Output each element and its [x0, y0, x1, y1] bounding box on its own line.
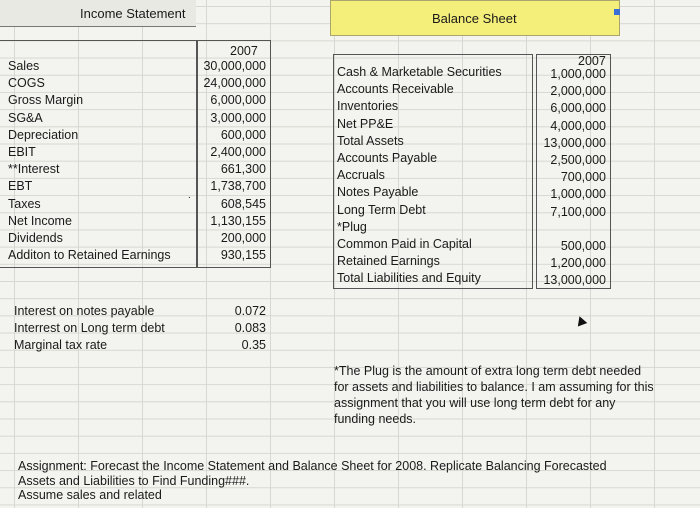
income-row-label[interactable]: Sales: [8, 59, 40, 73]
balance-row-value[interactable]: [536, 221, 606, 238]
balance-row-value[interactable]: 700,000: [560, 170, 606, 185]
income-row-label[interactable]: EBT: [8, 179, 33, 194]
balance-row-label[interactable]: Accounts Payable: [337, 150, 438, 165]
cell-marker: .: [188, 190, 191, 201]
balance-row-label[interactable]: *Plug: [337, 219, 367, 234]
income-row-value[interactable]: 608,545: [220, 196, 266, 211]
income-label-column: [8, 58, 193, 264]
balance-row-label[interactable]: Retained Earnings: [337, 254, 440, 269]
balance-row-value[interactable]: 500,000: [560, 238, 606, 253]
rate-row-value[interactable]: 0.072: [234, 304, 266, 318]
balance-row-label[interactable]: Notes Payable: [337, 185, 419, 200]
rate-row-value[interactable]: 0.35: [241, 338, 266, 353]
income-row-label[interactable]: Dividends: [8, 230, 63, 245]
rates-label-column: [14, 303, 194, 355]
balance-row-label[interactable]: Long Term Debt: [337, 202, 426, 217]
income-row-value[interactable]: 930,155: [220, 248, 266, 263]
balance-row-value[interactable]: 2,500,000: [550, 152, 606, 167]
rate-row-label[interactable]: Interest on notes payable: [14, 304, 155, 318]
rate-row-value[interactable]: 0.083: [234, 321, 266, 336]
income-row-value[interactable]: 24,000,000: [203, 76, 266, 91]
balance-row-label[interactable]: Total Liabilities and Equity: [337, 271, 481, 286]
balance-row-value[interactable]: 4,000,000: [550, 118, 606, 133]
assignment-line-2: Assets and Liabilities to Find Funding###.: [18, 474, 250, 488]
balance-row-label[interactable]: Accruals: [337, 168, 385, 183]
income-statement-title: Income Statement: [80, 6, 186, 21]
balance-row-value[interactable]: 6,000,000: [550, 101, 606, 116]
balance-row-value[interactable]: 1,000,000: [550, 187, 606, 202]
income-row-value[interactable]: 661,300: [220, 162, 266, 177]
balance-value-column: [536, 66, 606, 289]
balance-sheet-title: Balance Sheet: [432, 11, 517, 26]
balance-row-label[interactable]: Inventories: [337, 99, 399, 114]
income-row-value[interactable]: 3,000,000: [210, 110, 266, 125]
rate-row-label[interactable]: Interrest on Long term debt: [14, 321, 165, 336]
assignment-line-3: Assume sales and related: [18, 488, 162, 502]
income-row-value[interactable]: 200,000: [220, 230, 266, 245]
balance-label-column: [337, 64, 531, 287]
income-row-value[interactable]: 2,400,000: [210, 144, 266, 159]
income-row-label[interactable]: Taxes: [8, 196, 41, 211]
balance-row-value[interactable]: 13,000,000: [543, 135, 606, 150]
income-row-value[interactable]: 6,000,000: [210, 93, 266, 108]
income-year: 2007: [230, 44, 258, 58]
balance-row-value[interactable]: 13,000,000: [543, 273, 606, 288]
balance-row-value[interactable]: 1,200,000: [550, 256, 606, 271]
income-row-label[interactable]: Net Income: [8, 213, 72, 228]
income-row-value[interactable]: 1,738,700: [210, 179, 266, 194]
income-row-label[interactable]: SG&A: [8, 110, 43, 125]
rate-row-label[interactable]: Marginal tax rate: [14, 338, 108, 353]
balance-row-label[interactable]: Common Paid in Capital: [337, 236, 472, 251]
balance-row-value[interactable]: 2,000,000: [550, 84, 606, 99]
balance-row-value[interactable]: 7,100,000: [550, 204, 606, 219]
income-row-value[interactable]: 600,000: [220, 127, 266, 142]
income-row-label[interactable]: **Interest: [8, 162, 60, 177]
plug-note: *The Plug is the amount of extra long term debt needed for assets and liabilities to balance. I am assuming for this assignment that you will use long term debt for any funding needs.: [334, 364, 654, 426]
assignment-line-1: Assignment: Forecast the Income Statement and Balance Sheet for 2008. Replicate Balancing Forecasted: [18, 459, 607, 473]
rates-value-column: [200, 303, 266, 355]
income-row-label[interactable]: EBIT: [8, 144, 36, 159]
income-value-column: [197, 58, 266, 264]
balance-row-label[interactable]: Accounts Receivable: [337, 82, 454, 97]
mouse-cursor-icon: [575, 315, 587, 327]
income-row-value[interactable]: 30,000,000: [203, 59, 266, 73]
balance-year: 2007: [578, 54, 606, 68]
income-row-label[interactable]: COGS: [8, 76, 45, 91]
balance-row-label[interactable]: Total Assets: [337, 133, 404, 148]
balance-row-label[interactable]: Cash & Marketable Securities: [337, 65, 502, 79]
balance-row-value[interactable]: 1,000,000: [550, 67, 606, 81]
income-row-label[interactable]: Gross Margin: [8, 93, 84, 108]
income-row-value[interactable]: 1,130,155: [210, 213, 266, 228]
balance-row-label[interactable]: Net PP&E: [337, 116, 394, 131]
selection-fill-handle[interactable]: [614, 9, 620, 15]
income-row-label[interactable]: Additon to Retained Earnings: [8, 248, 171, 263]
income-row-label[interactable]: Depreciation: [8, 127, 79, 142]
